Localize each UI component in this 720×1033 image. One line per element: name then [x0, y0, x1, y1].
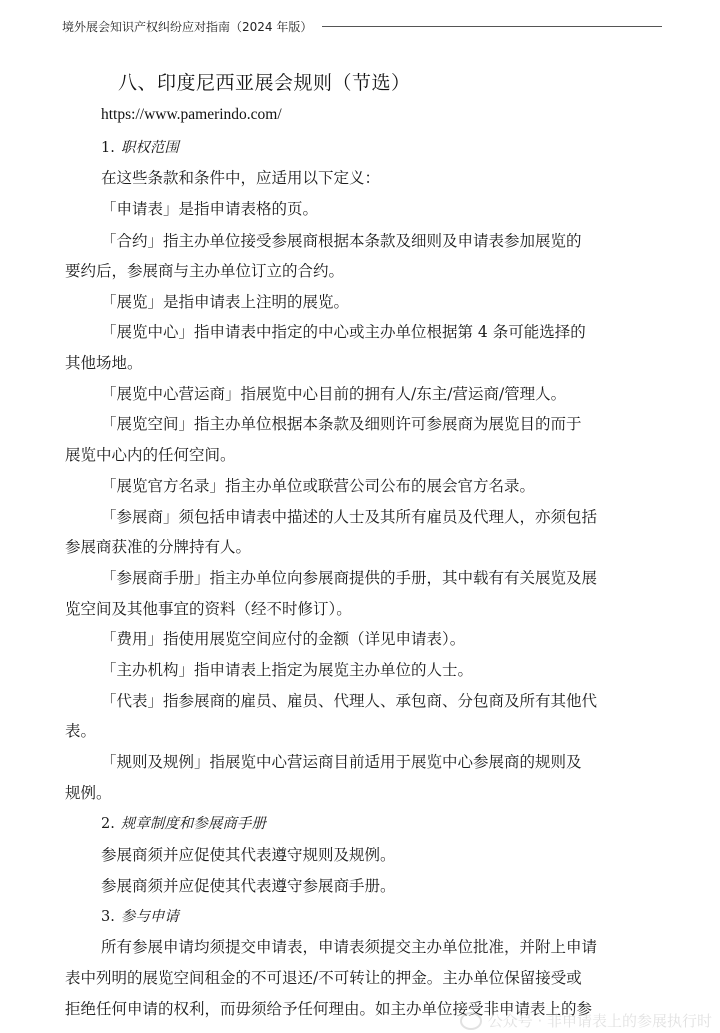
header-title: 境外展会知识产权纠纷应对指南（2024 年版） — [62, 19, 313, 34]
subheading-number: 2. — [101, 816, 115, 832]
subheading-text: 职权范围 — [120, 140, 179, 156]
paragraph-line: 「参展商」须包括申请表中描述的人士及其所有雇员及代理人，亦须包括 — [101, 508, 598, 526]
header-rule — [322, 26, 662, 27]
paragraph-line: 展览中心内的任何空间。 — [65, 446, 236, 464]
paragraph-line: 「主办机构」指申请表上指定为展览主办单位的人士。 — [101, 661, 474, 679]
paragraph-line: 「代表」指参展商的雇员、雇员、代理人、承包商、分包商及所有其他代 — [101, 692, 598, 710]
paragraph-line: 「申请表」是指申请表格的页。 — [101, 200, 319, 218]
watermark-text: 公众号 · 非申请表上的参展执行时 — [487, 1012, 712, 1030]
paragraph-line: 「展览官方名录」指主办单位或联营公司公布的展会官方名录。 — [101, 477, 536, 495]
subheading-text: 参与申请 — [120, 909, 179, 925]
subheading-2 — [101, 814, 266, 834]
paragraph-line: 要约后，参展商与主办单位订立的合约。 — [65, 262, 345, 280]
paragraph-line: 表。 — [65, 722, 97, 740]
paragraph-line: 其他场地。 — [65, 354, 143, 372]
paragraph-line: 「费用」指使用展览空间应付的金额（详见申请表）。 — [101, 630, 466, 648]
paragraph-line: 参展商须并应促使其代表遵守参展商手册。 — [101, 877, 396, 895]
paragraph-line: 「展览」是指申请表上注明的展览。 — [101, 293, 350, 311]
page-header — [62, 15, 662, 37]
paragraph-line: 所有参展申请均须提交申请表，申请表须提交主办单位批准，并附上申请 — [101, 938, 598, 956]
paragraph-line: 参展商获准的分牌持有人。 — [65, 538, 252, 556]
paragraph-line: 「展览空间」指主办单位根据本条款及细则许可参展商为展览目的而于 — [101, 415, 582, 433]
section-title: 八、印度尼西亚展会规则（节选） — [118, 72, 411, 94]
paragraph-line: 规例。 — [65, 784, 112, 802]
subheading-number: 3. — [101, 909, 115, 925]
source-url[interactable]: https://www.pamerindo.com/ — [101, 106, 282, 123]
paragraph-line: 表中列明的展览空间租金的不可退还/不可转让的押金。主办单位保留接受或 — [65, 969, 582, 987]
subheading-number: 1. — [101, 140, 115, 156]
paragraph-line: 「展览中心营运商」指展览中心目前的拥有人/东主/营运商/管理人。 — [101, 385, 567, 403]
paragraph-line: 「合约」指主办单位接受参展商根据本条款及细则及申请表参加展览的 — [101, 232, 582, 250]
paragraph-line: 在这些条款和条件中，应适用以下定义： — [101, 169, 381, 187]
subheading-text: 规章制度和参展商手册 — [120, 816, 266, 832]
subheading-1 — [101, 138, 179, 158]
watermark — [460, 1010, 712, 1031]
paragraph-line: 「规则及规例」指展览中心营运商目前适用于展览中心参展商的规则及 — [101, 753, 582, 771]
paragraph-line: 「参展商手册」指主办单位向参展商提供的手册，其中载有有关展览及展 — [101, 569, 598, 587]
paragraph-line: 拒绝任何申请的权利，而毋须给予任何理由。如主办单位接受非申请表上的参 — [65, 1000, 593, 1018]
wechat-logo-icon — [460, 1012, 482, 1030]
paragraph-line: 参展商须并应促使其代表遵守规则及规例。 — [101, 846, 396, 864]
subheading-3 — [101, 907, 179, 927]
paragraph-line: 「展览中心」指申请表中指定的中心或主办单位根据第 4 条可能选择的 — [101, 323, 586, 341]
paragraph-line: 览空间及其他事宜的资料（经不时修订）。 — [65, 600, 352, 618]
